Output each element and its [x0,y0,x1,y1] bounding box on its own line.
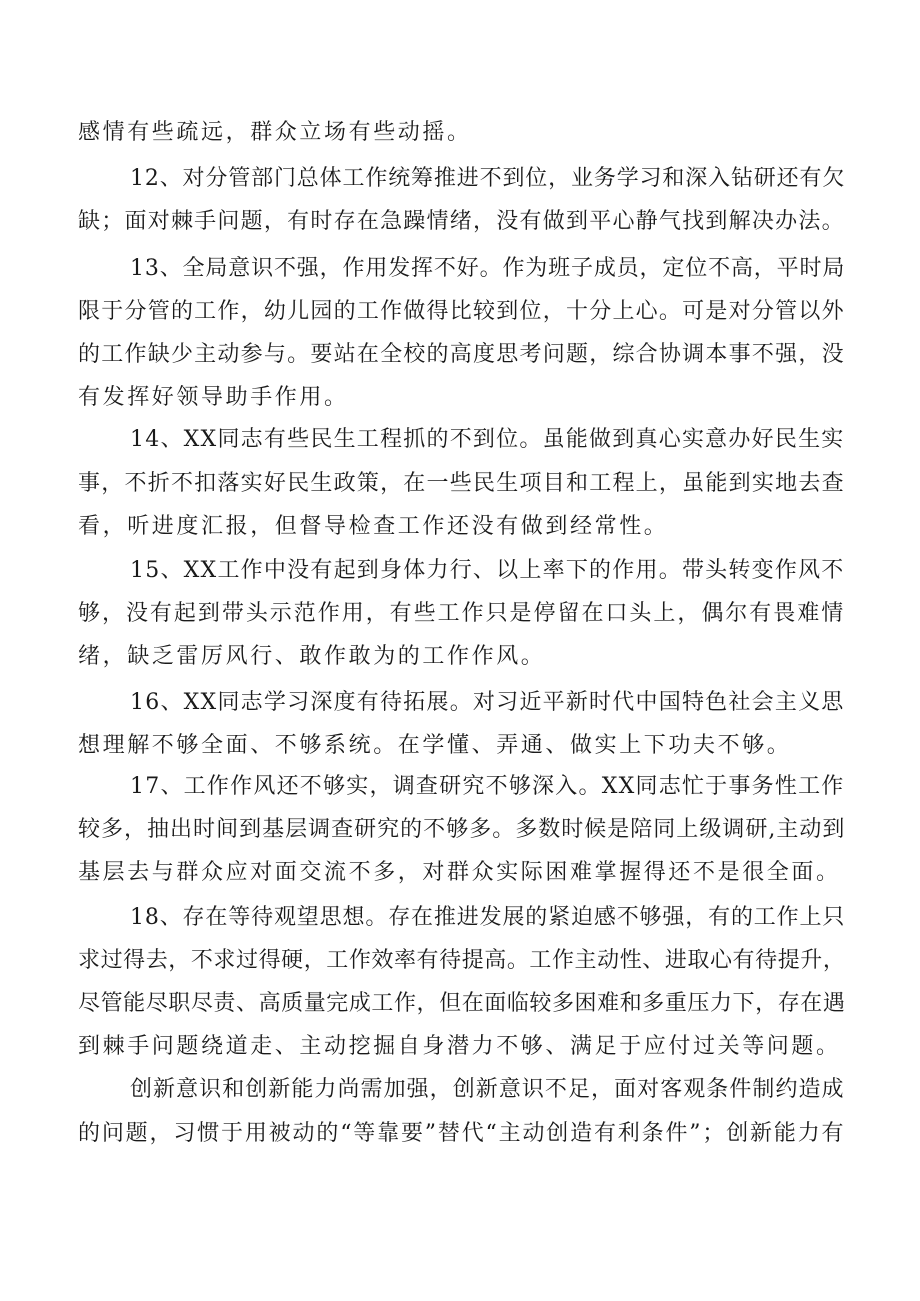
text-line: 够，没有起到带头示范作用，有些工作只是停留在口头上，偶尔有畏难情 [78,601,846,626]
text-line: 创新意识和创新能力尚需加强，创新意识不足，面对客观条件制约造成 [130,1077,845,1102]
text-line: 16、XX同志学习深度有待拓展。对习近平新时代中国特色社会主义思 [130,690,845,715]
text-line: 缺；面对棘手问题，有时存在急躁情绪，没有做到平心静气找到解决办法。 [78,209,845,234]
text-line: 绪，缺乏雷厉风行、敢作敢为的工作作风。 [78,644,546,669]
text-line: 有发挥好领导助手作用。 [78,385,349,410]
text-line: 尽管能尽职尽责、高质量完成工作，但在面临较多困难和多重压力下，存在遇 [78,991,846,1016]
text-line: 想理解不够全面、不够系统。在学懂、弄通、做实上下功夫不够。 [78,733,792,758]
text-line: 求过得去，不求过得硬，工作效率有待提高。工作主动性、进取心有待提升， [78,948,846,973]
text-line: 15、XX工作中没有起到身体力行、以上率下的作用。带头转变作风不 [130,558,845,583]
text-line: 较多，抽出时间到基层调查研究的不够多。多数时候是陪同上级调研,主动到 [78,817,846,842]
text-line: 12、对分管部门总体工作统筹推进不到位，业务学习和深入钻研还有欠 [130,166,846,191]
text-line: 的问题，习惯于用被动的“等靠要”替代“主动创造有利条件”；创新能力有 [78,1121,846,1146]
text-line: 限于分管的工作，幼儿园的工作做得比较到位，十分上心。可是对分管以外 [78,299,845,324]
text-line: 事，不折不扣落实好民生政策，在一些民生项目和工程上，虽能到实地去查 [78,471,845,496]
text-line: 18、存在等待观望思想。存在推进发展的紧迫感不够强，有的工作上只 [130,905,846,930]
text-line: 的工作缺少主动参与。要站在全校的高度思考问题，综合协调本事不强，没 [78,342,845,367]
text-line: 看，听进度汇报，但督导检查工作还没有做到经常性。 [78,514,669,539]
text-line: 到棘手问题绕道走、主动挖掘自身潜力不够、满足于应付过关等问题。 [78,1034,841,1059]
text-line: 17、工作作风还不够实，调查研究不够深入。XX同志忙于事务性工作 [130,774,845,799]
text-line: 基层去与群众应对面交流不多，对群众实际困难掌握得还不是很全面。 [78,860,841,885]
text-line: 14、XX同志有些民生工程抓的不到位。虽能做到真心实意办好民生实 [130,427,845,452]
text-line: 感情有些疏远，群众立场有些动摇。 [78,120,472,145]
text-line: 13、全局意识不强，作用发挥不好。作为班子成员，定位不高，平时局 [130,256,846,281]
